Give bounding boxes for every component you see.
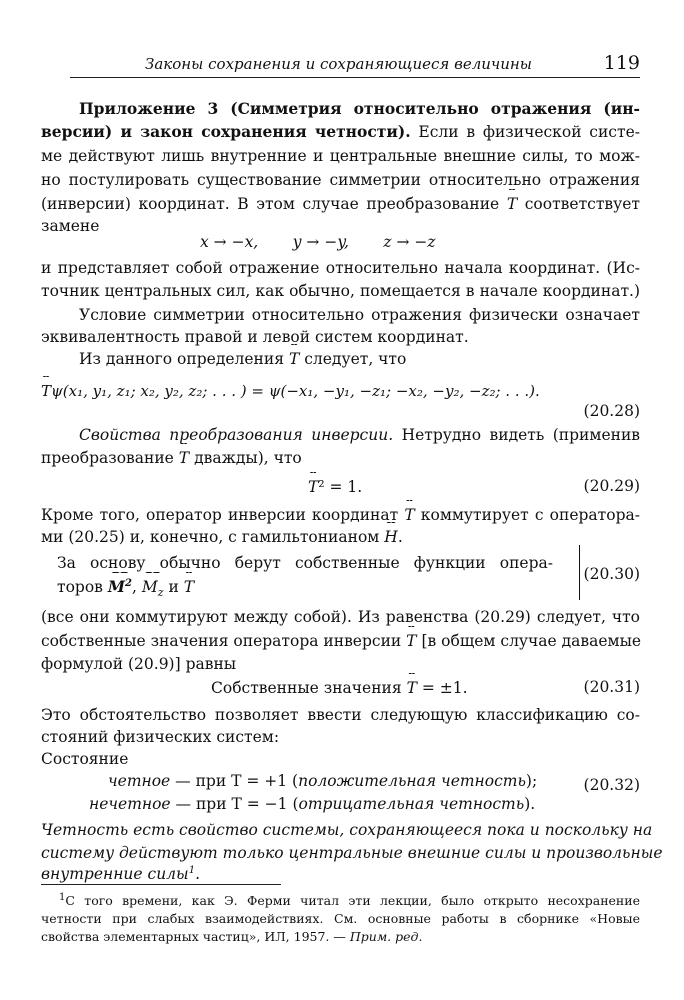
- paragraph-text: и: [168, 578, 179, 596]
- paragraph-text: дважды), что: [194, 449, 302, 467]
- text-line: но постулировать существование симметрии относительно отражения: [41, 171, 640, 189]
- footnote-line: [41, 928, 640, 946]
- equation-20-28: [41, 381, 540, 401]
- section-heading-cont: версии) и закон сохранения четности).: [41, 122, 411, 141]
- paragraph-text: Из данного определения: [79, 350, 284, 368]
- text-line: [41, 448, 302, 468]
- footnote-line: [41, 892, 640, 910]
- paragraph-text: Кроме того, оператор инверсии координат: [41, 506, 399, 524]
- operator-T-hat: T: [406, 679, 417, 697]
- equation-number: (20.31): [583, 678, 640, 696]
- equation-20-31: [211, 678, 468, 698]
- state-label: нечетное: [89, 795, 171, 813]
- italic-text-line: Четность есть свойство системы, сохраняющееся пока и поскольку на: [41, 821, 653, 839]
- text-line: [41, 99, 640, 119]
- section-heading: Приложение 3 (Симметрия относительно отражения (ин-: [79, 99, 640, 118]
- text-line: [79, 425, 640, 445]
- operator-T-hat: T: [308, 478, 319, 496]
- text-line: ми (20.25) и, конечно, с гамильтонианом H.: [41, 528, 403, 546]
- operator-T-hat: T: [506, 195, 518, 213]
- text-line: эквивалентность правой и левой систем координат.: [41, 328, 469, 346]
- state-condition: — при T = −1 (: [170, 795, 299, 813]
- equation-body: = ±1.: [421, 679, 468, 697]
- text-line: (все они коммутируют между собой). Из равенства (20.29) следует, что: [41, 608, 640, 626]
- footnote-rule: [41, 884, 281, 885]
- paragraph-text: Если в физической систе-: [418, 123, 640, 141]
- operator-T-hat: T: [178, 449, 190, 467]
- text-line: Условие симметрии относительно отражения физически означает: [79, 306, 640, 324]
- boxed-text-line: За основу обычно берут собственные функции опера-: [57, 554, 553, 572]
- operator-T-hat: T: [41, 382, 52, 400]
- italic-text-line: [41, 864, 200, 884]
- state-even-line: [108, 771, 537, 791]
- paragraph-text: внутренние силы: [41, 865, 189, 883]
- footnote-text: С того времени, как Э. Ферми читал эти лекции, было открыто несохранение: [65, 893, 640, 908]
- text-line: Состояние: [41, 750, 129, 768]
- paragraph-text: [в общем случае даваемые: [421, 632, 642, 650]
- box-rule: [579, 545, 580, 600]
- punct: );: [525, 772, 538, 790]
- italic-text-line: систему действуют только центральные внешние силы и произвольные: [41, 844, 663, 862]
- equation-number: (20.29): [583, 477, 640, 495]
- running-header: [70, 52, 640, 76]
- editor-note: Прим. ред.: [349, 929, 423, 944]
- paragraph-text: торов: [57, 578, 103, 596]
- text-line: [41, 122, 640, 142]
- text-line: [41, 194, 640, 214]
- replacement-equation: x → −x, y → −y, z → −z: [200, 233, 436, 251]
- state-condition: — при T = +1 (: [170, 772, 299, 790]
- state-odd-line: [89, 794, 535, 814]
- text-line: формулой (20.9)] равны: [41, 655, 237, 673]
- footnote-ref: 1: [188, 864, 196, 876]
- operator-Mz-hat: $M_z$: [141, 578, 164, 600]
- equation-20-29: [308, 477, 362, 497]
- boxed-text-line: торов $M^2$, $M_z$ и T: [57, 577, 195, 600]
- text-line: стояний физических систем:: [41, 728, 280, 746]
- text-line: Это обстоятельство позволяет ввести следующую классификацию со-: [41, 706, 640, 724]
- punct: ).: [524, 795, 536, 813]
- equation-number: (20.30): [583, 565, 640, 583]
- text-line: замене: [41, 217, 100, 235]
- running-header-title: Законы сохранения и сохраняющиеся величины: [145, 55, 533, 73]
- parity-label: положительная четность: [298, 772, 526, 790]
- footnote-text: свойства элементарных частиц», ИЛ, 1957. —: [41, 929, 346, 944]
- header-rule: [70, 77, 640, 78]
- paragraph-text: ми (20.25) и, конечно, с гамильтонианом: [41, 528, 380, 546]
- footnote-mark: 1: [59, 891, 66, 903]
- operator-T-hat: T: [288, 350, 300, 368]
- operator-H-hat: H: [384, 528, 398, 546]
- paragraph-text: Нетрудно видеть (применив: [401, 426, 640, 444]
- equation-body: ² = 1.: [318, 478, 363, 496]
- text-line: [41, 505, 640, 525]
- equation-number: (20.28): [583, 402, 640, 420]
- text-line: и представляет собой отражение относительно начала координат. (Ис-: [41, 259, 640, 277]
- text-line: [79, 349, 406, 369]
- italic-heading: Свойства преобразования инверсии.: [79, 426, 394, 444]
- operator-M-squared-hat: $M^2$: [107, 577, 132, 596]
- punct: .: [195, 865, 200, 883]
- operator-T-hat: T: [406, 632, 417, 650]
- operator-T-hat: T: [183, 578, 195, 596]
- equation-body: ψ(x₁, y₁, z₁; x₂, y₂, z₂; . . . ) = ψ(−x₁, −y₁, −z₁; −x₂, −y₂, −z₂; . . .).: [51, 382, 540, 400]
- footnote-line: четности при слабых взаимодействиях. См. основные работы в сборнике «Новые: [41, 911, 640, 926]
- parity-label: отрицательная четность: [298, 795, 525, 813]
- paragraph-text: собственные значения оператора инверсии: [41, 632, 402, 650]
- paragraph-text: преобразование: [41, 449, 174, 467]
- paragraph-text: (инверсии) координат. В этом случае преобразование: [41, 195, 500, 213]
- state-label: четное: [108, 772, 171, 790]
- equation-text: Собственные значения: [211, 679, 402, 697]
- paragraph-text: коммутирует с оператора-: [420, 506, 640, 524]
- text-line: ме действуют лишь внутренние и центральные внешние силы, то мож-: [41, 147, 640, 165]
- text-line: точник центральных сил, как обычно, помещается в начале координат.): [41, 282, 640, 300]
- page-number: 119: [603, 52, 640, 74]
- operator-T-hat: T: [404, 506, 415, 524]
- equation-number: (20.32): [583, 776, 640, 794]
- paragraph-text: соответствует: [524, 195, 640, 213]
- paragraph-text: следует, что: [304, 350, 407, 368]
- text-line: [41, 631, 640, 651]
